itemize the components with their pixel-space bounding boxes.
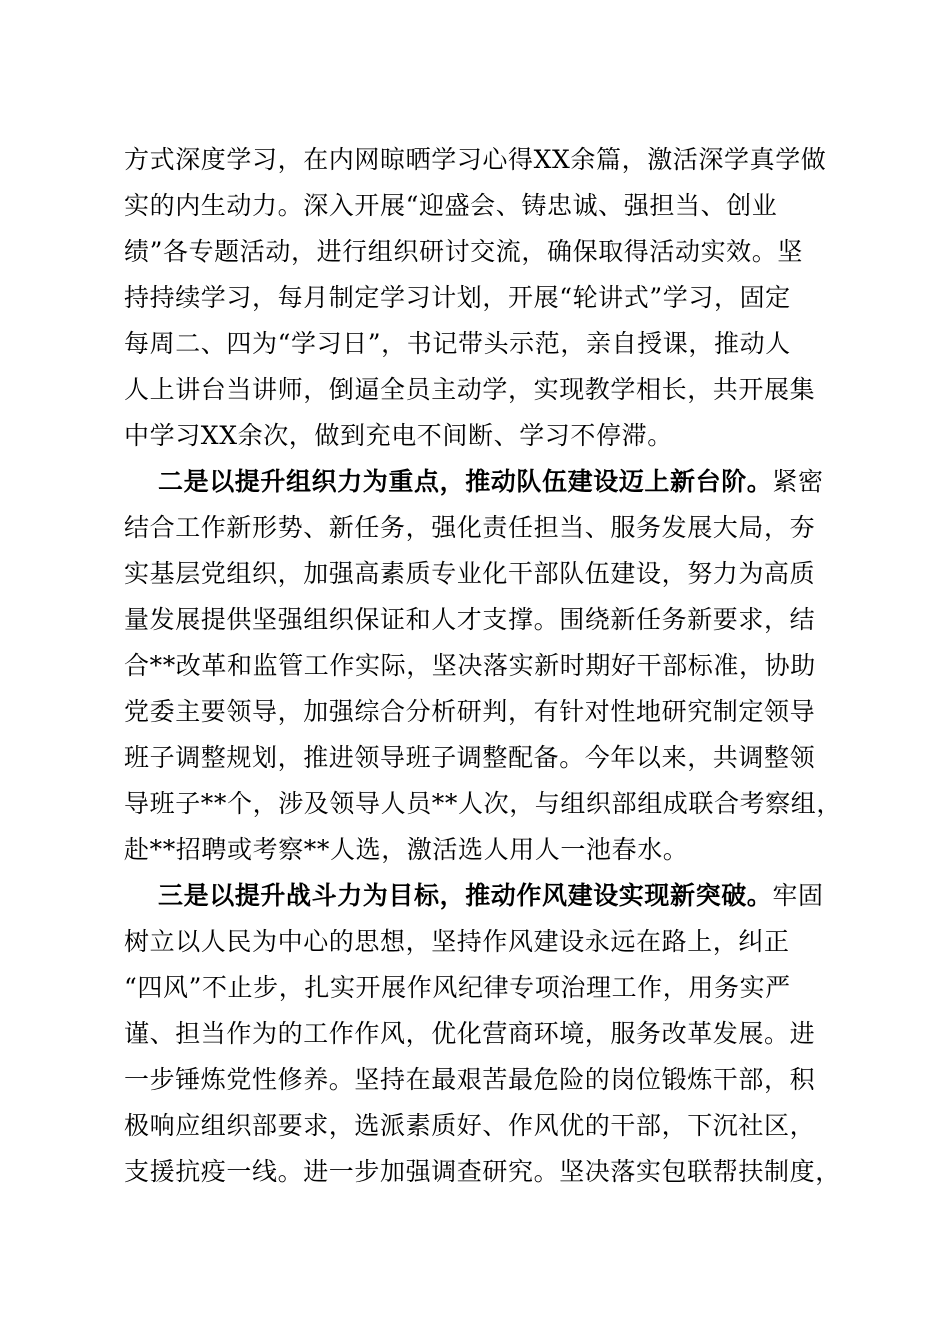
text-line: “四风”不止步，扎实开展作风纪律专项治理工作，用务实严 xyxy=(124,973,791,1002)
text-line: 结合工作新形势、新任务，强化责任担当、服务发展大局，夯 xyxy=(124,513,816,542)
paragraph-3-first-line xyxy=(158,873,844,919)
text-line: 人上讲台当讲师，倒逼全员主动学，实现教学相长，共开展集 xyxy=(124,375,816,404)
paragraph-2-first-line xyxy=(158,459,844,505)
text-line: 持持续学习，每月制定学习计划，开展“轮讲式”学习，固定 xyxy=(124,283,791,312)
paragraph-2-heading: 二是以提升组织力为重点，推动队伍建设迈上新台阶。 xyxy=(158,467,773,496)
text-line: 导班子**个，涉及领导人员**人次，与组织部组成联合考察组， xyxy=(124,789,843,818)
text-line: 赴**招聘或考察**人选，激活选人用人一池春水。 xyxy=(124,835,689,864)
text-line: 支援抗疫一线。进一步加强调查研究。坚决落实包联帮扶制度， xyxy=(124,1157,841,1186)
text-line: 量发展提供坚强组织保证和人才支撑。围绕新任务新要求，结 xyxy=(124,605,816,634)
text-line: 一步锤炼党性修养。坚持在最艰苦最危险的岗位锻炼干部，积 xyxy=(124,1065,816,1094)
text-line: 实基层党组织，加强高素质专业化干部队伍建设，努力为高质 xyxy=(124,559,816,588)
text-line: 实的内生动力。深入开展“迎盛会、铸忠诚、强担当、创业 xyxy=(124,191,778,220)
text-line: 树立以人民为中心的思想，坚持作风建设永远在路上，纠正 xyxy=(124,927,790,956)
text-line: 中学习XX余次，做到充电不间断、学习不停滞。 xyxy=(124,421,673,450)
text-line: 极响应组织部要求，选派素质好、作风优的干部，下沉社区， xyxy=(124,1111,816,1140)
paragraph-2-first-rest: 紧密 xyxy=(772,467,824,496)
text-line: 谨、担当作为的工作作风，优化营商环境，服务改革发展。进 xyxy=(124,1019,816,1048)
text-line: 每周二、四为“学习日”，书记带头示范，亲自授课，推动人 xyxy=(124,329,791,358)
text-line: 方式深度学习，在内网晾晒学习心得XX余篇，激活深学真学做 xyxy=(124,145,827,174)
text-line: 班子调整规划，推进领导班子调整配备。今年以来，共调整领 xyxy=(124,743,816,772)
text-line: 绩”各专题活动，进行组织研讨交流，确保取得活动实效。坚 xyxy=(124,237,803,266)
paragraph-3-first-rest: 牢固 xyxy=(772,881,824,910)
text-line: 党委主要领导，加强综合分析研判，有针对性地研究制定领导 xyxy=(124,697,816,726)
paragraph-3-heading: 三是以提升战斗力为目标，推动作风建设实现新突破。 xyxy=(158,881,773,910)
text-line: 合**改革和监管工作实际，坚决落实新时期好干部标准，协助 xyxy=(124,651,816,680)
